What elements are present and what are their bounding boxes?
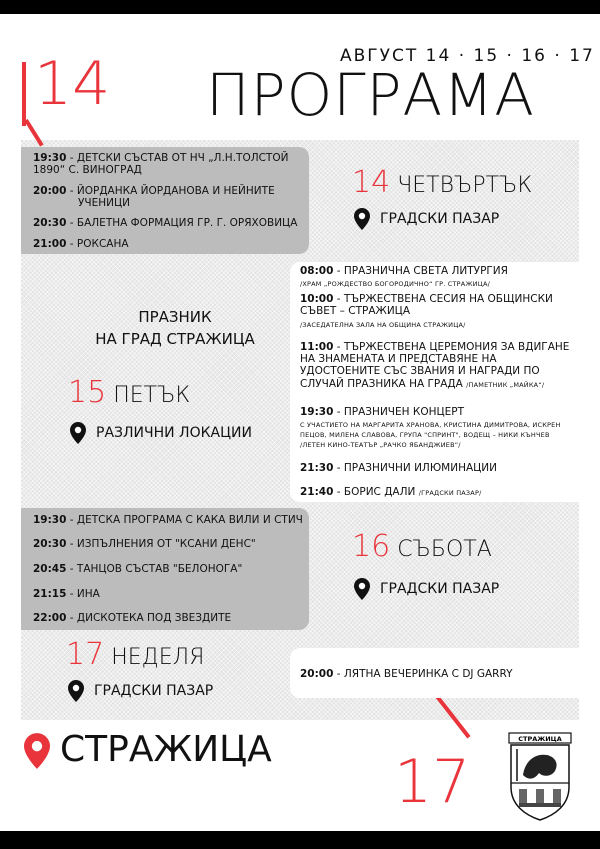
day16-event-5: 22:00 - ДИСКОТЕКА ПОД ЗВЕЗДИТЕ bbox=[33, 612, 232, 624]
bottom-black-bar bbox=[0, 831, 600, 849]
day15-event-2-note: /ЗАСЕДАТЕЛНА ЗАЛА НА ОБЩИНА СТРАЖИЦА/ bbox=[300, 321, 466, 329]
festival-line-1: ПРАЗНИК bbox=[138, 308, 212, 326]
festival-line-2: НА ГРАД СТРАЖИЦА bbox=[95, 330, 255, 348]
day17-event-1: 20:00 - ЛЯТНА ВЕЧЕРИНКА С DJ GARRY bbox=[300, 668, 513, 680]
day14-heading: 14 ЧЕТВЪРТЪК bbox=[352, 165, 533, 200]
day15-event-6: 21:40 - БОРИС ДАЛИ /ГРАДСКИ ПАЗАР/ bbox=[300, 486, 482, 498]
day15-event-2-cont: СЪВЕТ – СТРАЖИЦА bbox=[300, 305, 411, 317]
end-day-number: 17 bbox=[394, 747, 471, 817]
day16-heading: 16 СЪБОТА bbox=[352, 529, 492, 564]
day16-event-3: 20:45 - ТАНЦОВ СЪСТАВ "БЕЛОНОГА" bbox=[33, 563, 243, 575]
day14-event-2-cont: УЧЕНИЦИ bbox=[78, 197, 130, 209]
day15-event-3-line4: СЛУЧАЙ ПРАЗНИКА НА ГРАДА /ПАМЕТНИК „МАЙКА“/ bbox=[300, 378, 545, 390]
day16-location: ГРАДСКИ ПАЗАР bbox=[354, 578, 499, 600]
day14-event-1-cont: 1890“ С. ВИНОГРАД bbox=[33, 164, 142, 176]
day14-event-4: 21:00 - РОКСАНА bbox=[33, 238, 129, 250]
day15-event-1-note: /ХРАМ „РОЖДЕСТВО БОГОРОДИЧНО“ ГР. СТРАЖИЦА/ bbox=[300, 280, 490, 288]
day14-event-2: 20:00 - ЙОРДАНКА ЙОРДАНОВА И НЕЙНИТЕ bbox=[33, 185, 275, 197]
day14-event-1: 19:30 - ДЕТСКИ СЪСТАВ ОТ НЧ „Л.Н.ТОЛСТОЙ bbox=[33, 152, 289, 164]
festival-title bbox=[60, 306, 290, 350]
day15-event-2: 10:00 - ТЪРЖЕСТВЕНА СЕСИЯ НА ОБЩИНСКИ bbox=[300, 293, 553, 305]
location-pin-icon bbox=[70, 422, 86, 444]
location-pin-icon bbox=[354, 208, 370, 230]
day16-event-1: 19:30 - ДЕТСКА ПРОГРАМА С КАКА ВИЛИ И СТИЧ bbox=[33, 514, 303, 526]
day15-event-3: 11:00 - ТЪРЖЕСТВЕНА ЦЕРЕМОНИЯ ЗА ВДИГАНЕ bbox=[300, 341, 570, 353]
day15-event-4: 19:30 - ПРАЗНИЧЕН КОНЦЕРТ bbox=[300, 406, 465, 418]
day15-event-4-note-1: С УЧАСТИЕТО НА МАРГАРИТА ХРАНОВА, КРИСТИНА ДИМИТРОВА, ИСКРЕН bbox=[300, 421, 561, 429]
day15-event-3-line3: УДОСТОЕНИТЕ СЪС ЗВАНИЯ И НАГРАДИ ПО bbox=[300, 365, 540, 377]
day14-event-3: 20:30 - БАЛЕТНА ФОРМАЦИЯ ГР. Г. ОРЯХОВИЦА bbox=[33, 217, 298, 229]
day15-heading: 15 ПЕТЪК bbox=[68, 375, 191, 410]
city-name: СТРАЖИЦА bbox=[24, 732, 272, 769]
day16-event-2: 20:30 - ИЗПЪЛНЕНИЯ ОТ "КСАНИ ДЕНС" bbox=[33, 538, 256, 550]
day17-heading: 17 НЕДЕЛЯ bbox=[66, 637, 205, 672]
day15-location: РАЗЛИЧНИ ЛОКАЦИИ bbox=[70, 422, 252, 444]
day16-event-4: 21:15 - ИНА bbox=[33, 588, 100, 600]
crest-label: СТРАЖИЦА bbox=[518, 735, 562, 743]
start-day-number: 14 bbox=[34, 49, 111, 119]
month-dates: АВГУСТ 14 · 15 · 16 · 17 bbox=[340, 46, 595, 66]
day15-event-4-note-3: /ЛЕТЕН КИНО-ТЕАТЪР „РАЧКО ЯБАНДЖИЕВ“/ bbox=[300, 441, 461, 449]
location-pin-icon bbox=[68, 680, 84, 702]
location-pin-icon bbox=[354, 578, 370, 600]
day15-event-3-line2: НА ЗНАМЕНАТА И ПРЕДСТАВЯНЕ НА bbox=[300, 353, 497, 365]
top-black-bar bbox=[0, 0, 600, 14]
location-pin-icon bbox=[24, 733, 50, 769]
day15-event-1: 08:00 - ПРАЗНИЧНА СВЕТА ЛИТУРГИЯ bbox=[300, 265, 508, 277]
city-crest-icon bbox=[505, 727, 575, 822]
page-title: ПРОГРАМА bbox=[206, 61, 535, 129]
day14-location: ГРАДСКИ ПАЗАР bbox=[354, 208, 499, 230]
day15-event-5: 21:30 - ПРАЗНИЧНИ ИЛЮМИНАЦИИ bbox=[300, 462, 498, 474]
accent-line-top bbox=[22, 62, 26, 126]
day15-event-4-note-2: ПЕЦОВ, МИЛЕНА СЛАВОВА, ГРУПА "СПРИНТ", ВОДЕЩ – НИКИ КЪНЧЕВ bbox=[300, 431, 550, 439]
day17-location: ГРАДСКИ ПАЗАР bbox=[68, 680, 213, 702]
